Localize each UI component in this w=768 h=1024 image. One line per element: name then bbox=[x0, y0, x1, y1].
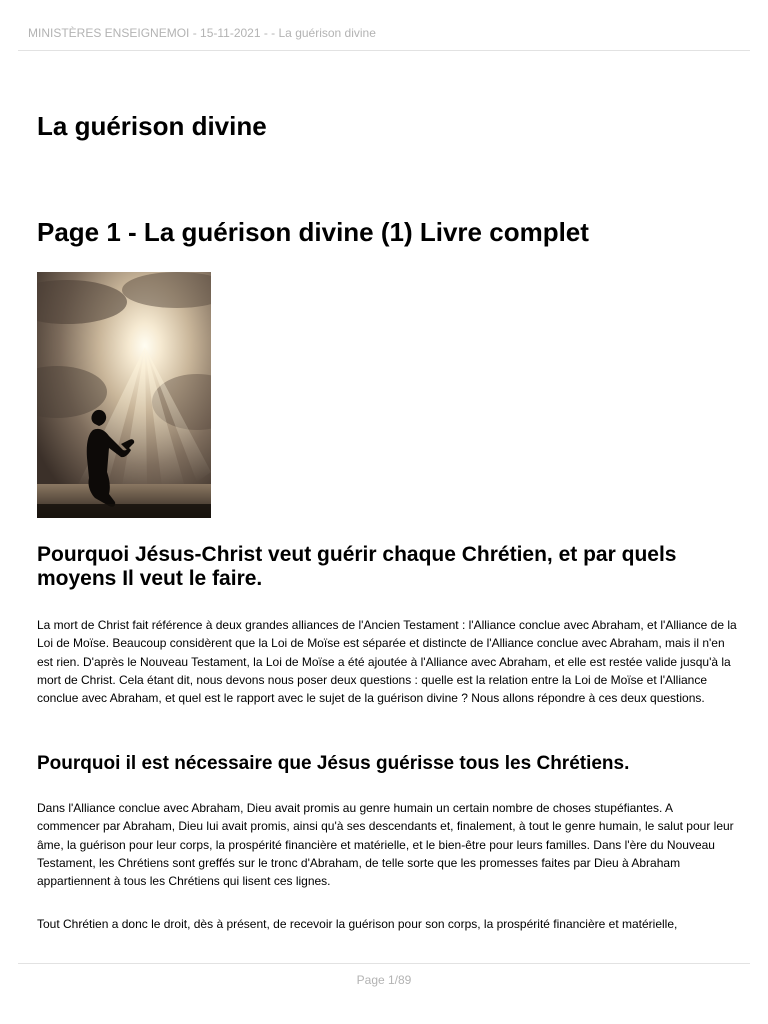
page-footer bbox=[18, 963, 750, 1004]
body-paragraph: Tout Chrétien a donc le droit, dès à présent, de recevoir la guérison pour son corps, la prospérité financière et matérielle, bbox=[37, 917, 678, 931]
body-paragraph: Dans l'Alliance conclue avec Abraham, Dieu avait promis au genre humain un certain nombre de choses stupéfiantes. A commencer par Abraham, Dieu lui avait promis, ainsi qu'à ses descendants et, finalement, à tout le genre humain, le salut pour leur âme, la guérison pour leur corps, la prospérité financière et matérielle, et le bien-être pour leurs familles. Dans l'ère du Nouveau Testament, les Chrétiens sont greffés sur le tronc d'Abraham, de telle sorte que les promesses faites par Dieu à Abraham appartiennent à tous les Chrétiens qui lisent ces lignes. bbox=[37, 801, 734, 889]
praying-man-image bbox=[37, 272, 211, 518]
section-heading: Pourquoi Jésus-Christ veut guérir chaque Chrétien, et par quels moyens Il veut le faire. bbox=[37, 543, 677, 590]
page-number: Page 1/89 bbox=[356, 973, 412, 987]
page-header bbox=[18, 0, 750, 51]
body-paragraph: La mort de Christ fait référence à deux grandes alliances de l'Ancien Testament : l'Alliance conclue avec Abraham, et l'Alliance de la Loi de Moïse. Beaucoup considèrent que la Loi de Moïse est séparée et distincte de l'Alliance conclue avec Abraham, mais il n'en est rien. D'après le Nouveau Testament, la Loi de Moïse a été ajoutée à l'Alliance avec Abraham, et elle est restée valide jusqu'à la mort de Christ. Cela étant dit, nous devons nous poser deux questions : quelle est la relation entre la Loi de Moïse et l'Alliance conclue avec Abraham, et quel est le rapport avec le sujet de la guérison divine ? Nous allons répondre à ces deux questions. bbox=[37, 618, 737, 706]
subsection-heading: Pourquoi il est nécessaire que Jésus guérisse tous les Chrétiens. bbox=[37, 753, 630, 774]
header-text: MINISTÈRES ENSEIGNEMOI - 15-11-2021 - - La guérison divine bbox=[28, 26, 376, 40]
section-title: Page 1 - La guérison divine (1) Livre complet bbox=[37, 217, 589, 247]
document-title: La guérison divine bbox=[37, 111, 267, 141]
